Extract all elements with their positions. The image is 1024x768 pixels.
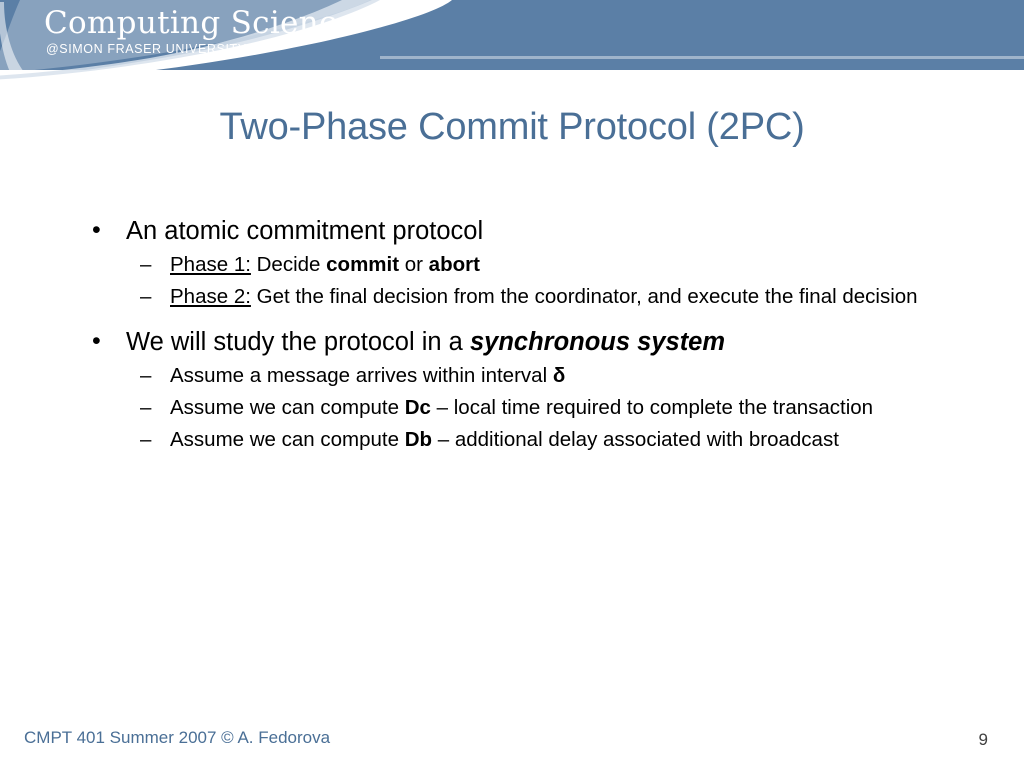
sub-bullet-text-part: commit xyxy=(326,253,400,277)
bullet-item xyxy=(78,216,978,311)
bullet-marker-icon: • xyxy=(92,326,101,355)
sub-bullet-text-part: Assume we can compute xyxy=(170,395,405,419)
sub-bullet-text-part: Phase 2: xyxy=(170,285,251,309)
sub-bullet-text-part: or xyxy=(399,253,429,277)
sub-bullet-text-part: Assume a message arrives within interval xyxy=(170,363,553,387)
dash-marker-icon: – xyxy=(140,363,152,387)
sub-bullet-item xyxy=(126,252,978,278)
footer-course-credit: CMPT 401 Summer 2007 © A. Fedorova xyxy=(24,728,331,747)
brand-text xyxy=(44,5,356,56)
bullet-text-part: synchronous system xyxy=(469,327,726,356)
sub-bullet-item xyxy=(126,284,978,310)
sub-bullet-text-part: Decide xyxy=(250,253,327,277)
sub-bullet-text-part: δ xyxy=(552,363,566,387)
brand-subtitle: @SIMON FRASER UNIVERSITY xyxy=(46,42,247,56)
dash-marker-icon: – xyxy=(140,253,152,277)
sub-bullet-item xyxy=(126,427,978,453)
bullet-text: An atomic commitment protocol xyxy=(126,217,484,245)
bullet-text-part: We will study the protocol in a xyxy=(126,327,470,356)
bullet-marker-icon: • xyxy=(92,216,101,244)
sub-bullet-text-part: – local time required to complete the transaction xyxy=(430,395,874,419)
slide-body xyxy=(78,216,978,463)
dash-marker-icon: – xyxy=(140,285,152,309)
sub-bullet-text-part: Assume we can compute xyxy=(170,428,405,452)
bullet-list-level-2 xyxy=(126,252,978,310)
sub-bullet-text-part: Get the final decision from the coordinator, and execute the final decision xyxy=(250,285,918,309)
slide-number: 9 xyxy=(978,730,988,749)
dash-marker-icon: – xyxy=(140,428,152,452)
page-title: Two-Phase Commit Protocol (2PC) xyxy=(219,106,805,148)
sub-bullet-item xyxy=(126,363,978,389)
sub-bullet-text-part: Dc xyxy=(404,395,431,419)
bullet-list-level-2 xyxy=(126,363,978,454)
slide-header-banner xyxy=(0,0,1024,86)
dash-marker-icon: – xyxy=(140,395,152,419)
brand-title: Computing Science xyxy=(44,5,356,41)
bullet-item xyxy=(78,327,978,454)
sub-bullet-item xyxy=(126,395,978,421)
sub-bullet-text-part: Db xyxy=(404,428,433,452)
sub-bullet-text-part: Phase 1: xyxy=(170,253,251,277)
sub-bullet-text-part: abort xyxy=(428,253,480,277)
sub-bullet-text-part: – additional delay associated with broadcast xyxy=(432,428,839,452)
bullet-list-level-1 xyxy=(78,216,978,453)
